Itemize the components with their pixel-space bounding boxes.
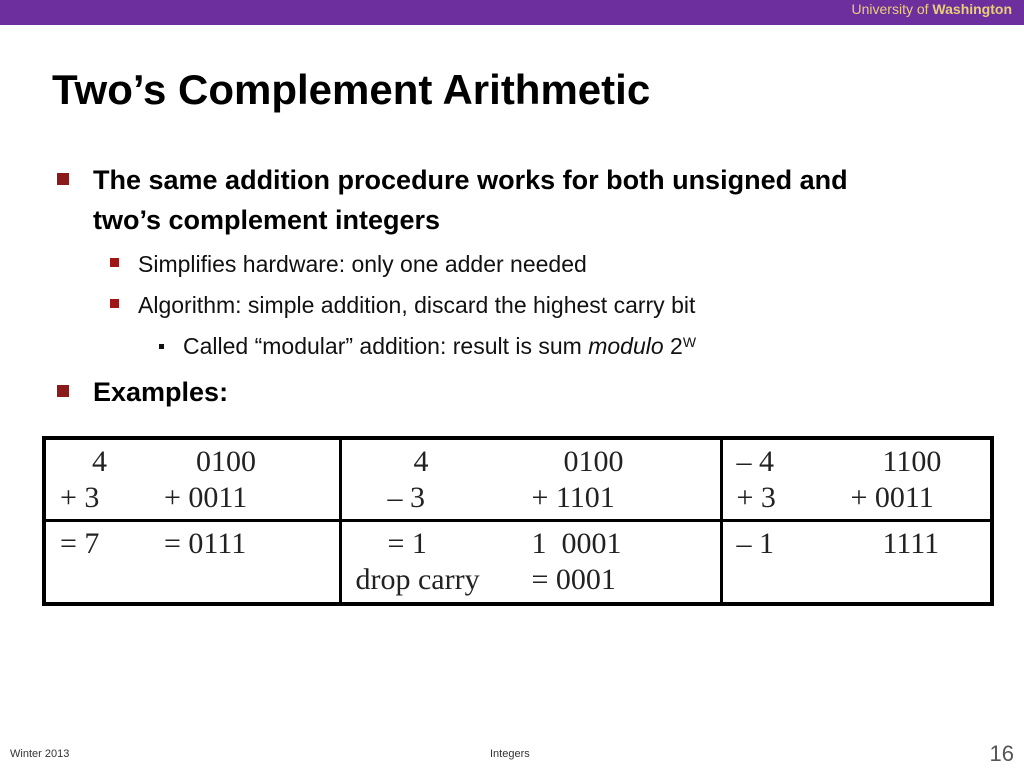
square-bullet-icon: [57, 173, 69, 185]
sub-bullet-algorithm: [138, 290, 695, 320]
modulo-base: 2: [663, 333, 683, 359]
example2-operand2-decimal: – 3: [387, 481, 425, 514]
bullet-addition-procedure: [93, 160, 953, 240]
university-name: Washington: [932, 1, 1012, 17]
example1-operand2-binary: + 0011: [164, 481, 248, 514]
example3-operand1-decimal: – 4: [736, 445, 774, 478]
example2-result-binary: = 0001: [531, 562, 616, 596]
page-number: 16: [989, 741, 1014, 766]
header-bar: [0, 0, 1024, 25]
bullet-examples: [93, 372, 953, 412]
slide-title: Two’s Complement Arithmetic: [52, 66, 651, 113]
example1-operand1-decimal: 4: [92, 445, 107, 478]
example2-operand1-binary: 0100: [563, 445, 624, 478]
example1-result: [44, 520, 340, 604]
modulo-italic: modulo: [588, 333, 664, 359]
example1-operands: [44, 438, 340, 520]
example1-result-binary: = 0111: [164, 526, 247, 560]
example3-result-binary: 1111: [882, 526, 940, 560]
example3-result: [721, 520, 992, 604]
university-logo-text: [852, 1, 1013, 17]
square-bullet-icon: [159, 344, 164, 349]
sub-bullet-hardware: [138, 249, 587, 279]
sub-sub-bullet-modular: [183, 331, 696, 361]
examples-table: [42, 436, 994, 606]
modular-text: Called “modular” addition: result is sum: [183, 333, 589, 359]
example3-operand1-binary: 1100: [882, 445, 942, 478]
footer-term: Winter 2013: [10, 748, 70, 760]
bullet-text: Examples:: [93, 377, 229, 407]
square-bullet-icon: [110, 299, 119, 308]
university-prefix: University of: [851, 1, 929, 17]
sub-bullet-text: Algorithm: simple addition, discard the highest carry bit: [138, 292, 696, 318]
square-bullet-icon: [110, 258, 119, 267]
example3-operand2-decimal: + 3: [736, 481, 776, 514]
example2-result: [340, 520, 721, 604]
example3-result-decimal: – 1: [736, 526, 774, 560]
bullet-text-line1: The same addition procedure works for both unsigned and: [93, 165, 848, 195]
example2-operand2-binary: + 1101: [531, 481, 615, 514]
example2-drop-carry-label: drop carry: [355, 562, 480, 596]
footer-topic: Integers: [490, 748, 530, 760]
example2-operands: [340, 438, 721, 520]
example3-operand2-binary: + 0011: [850, 481, 934, 514]
modulo-exponent: W: [682, 334, 697, 350]
example3-operands: [721, 438, 992, 520]
example1-operand1-binary: 0100: [196, 445, 256, 478]
sub-bullet-text: Simplifies hardware: only one adder needed: [138, 251, 587, 277]
example1-result-decimal: = 7: [60, 526, 100, 560]
example2-result-binary-with-carry: 1 0001: [531, 526, 622, 560]
bullet-text-line2: two’s complement integers: [93, 205, 441, 235]
example2-operand1-decimal: 4: [413, 445, 429, 478]
example2-result-decimal: = 1: [387, 526, 427, 560]
example1-operand2-decimal: + 3: [60, 481, 100, 514]
square-bullet-icon: [57, 385, 69, 397]
